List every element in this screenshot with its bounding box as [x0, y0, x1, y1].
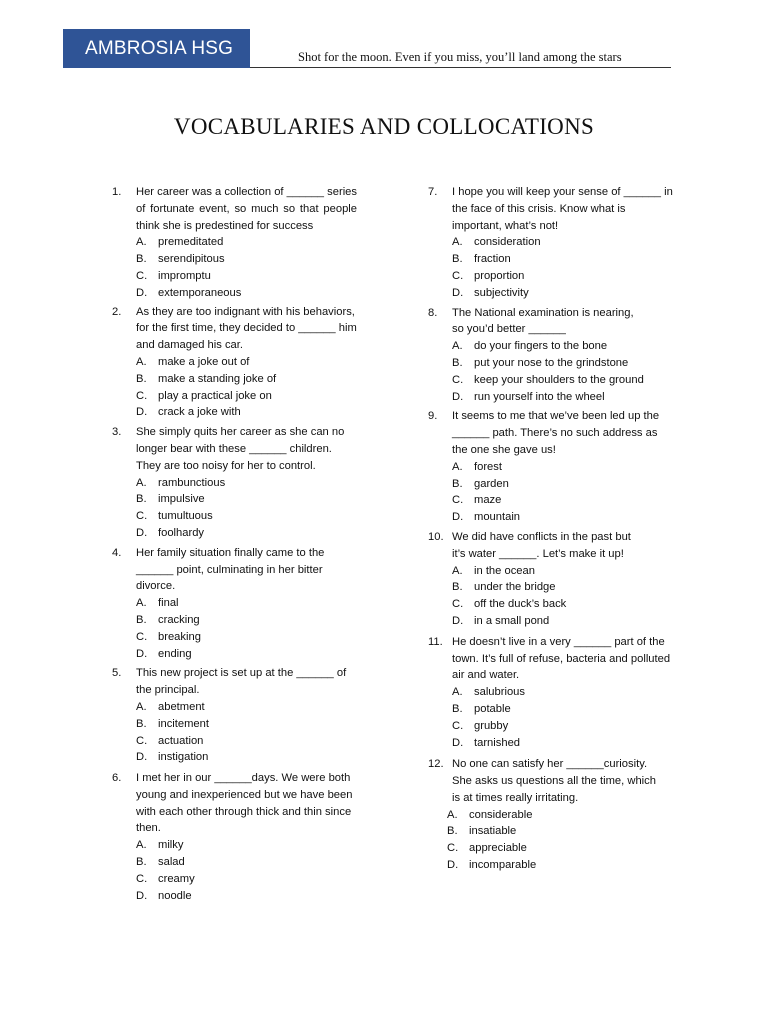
option-text: make a joke out of [158, 355, 250, 368]
option-a [447, 807, 656, 824]
option-a [452, 684, 676, 701]
option-letter: A. [452, 236, 463, 249]
option-a [452, 459, 676, 476]
option-text: tumultuous [158, 510, 213, 523]
option-letter: A. [452, 340, 463, 353]
option-text: foolhardy [158, 526, 205, 539]
question-number: 6. [112, 772, 122, 785]
option-b [136, 854, 357, 871]
option-c [136, 388, 357, 405]
option-text: actuation [158, 734, 204, 747]
option-letter: B. [136, 717, 147, 730]
option-letter: A. [136, 355, 147, 368]
option-letter: A. [136, 236, 147, 249]
option-c [136, 871, 357, 888]
option-text: salubrious [474, 686, 525, 699]
option-b [452, 355, 676, 372]
option-text: off the duck’s back [474, 598, 567, 611]
option-letter: B. [452, 702, 463, 715]
option-letter: A. [136, 839, 147, 852]
brand-banner: AMBROSIA HSG [63, 29, 250, 68]
question-9 [428, 408, 676, 526]
question-number: 2. [112, 305, 122, 318]
option-list [136, 354, 357, 421]
option-d [452, 735, 676, 752]
option-text: crack a joke with [158, 406, 241, 419]
option-list [447, 807, 656, 874]
option-text: creamy [158, 872, 195, 885]
question-7 [428, 184, 676, 302]
option-letter: B. [452, 477, 463, 490]
option-text: appreciable [469, 842, 527, 855]
option-letter: C. [136, 630, 148, 643]
option-letter: D. [136, 889, 148, 902]
option-list [452, 563, 646, 630]
question-8 [428, 305, 676, 406]
option-text: in the ocean [474, 564, 535, 577]
option-b [452, 579, 646, 596]
question-5 [112, 665, 357, 766]
option-text: tarnished [474, 736, 521, 749]
option-b [447, 823, 656, 840]
question-3 [112, 424, 357, 542]
option-b [452, 251, 676, 268]
option-b [136, 251, 357, 268]
option-a [136, 595, 357, 612]
option-d [136, 404, 357, 421]
question-12 [428, 756, 676, 874]
option-text: put your nose to the grindstone [474, 356, 629, 369]
option-d [136, 525, 357, 542]
option-letter: C. [136, 872, 148, 885]
option-c [136, 733, 357, 750]
option-list [452, 684, 676, 751]
option-a [136, 475, 357, 492]
option-text: incitement [158, 717, 209, 730]
option-list [136, 699, 357, 766]
option-d [452, 613, 646, 630]
option-c [452, 718, 676, 735]
option-text: salad [158, 856, 185, 869]
option-letter: B. [136, 856, 147, 869]
option-d [452, 285, 676, 302]
option-letter: D. [136, 526, 148, 539]
option-letter: D. [136, 286, 148, 299]
option-list [452, 459, 676, 526]
option-text: in a small pond [474, 614, 550, 627]
option-letter: D. [452, 736, 464, 749]
option-text: maze [474, 494, 502, 507]
question-text: He doesn’t live in a very ______ part of the town. It’s full of refuse, bacteria and polluted air and water. [452, 635, 671, 682]
right-column [428, 184, 676, 874]
option-text: keep your shoulders to the ground [474, 373, 644, 386]
question-number: 4. [112, 546, 122, 559]
option-b [136, 491, 357, 508]
option-letter: D. [136, 751, 148, 764]
option-text: play a practical joke on [158, 389, 272, 402]
option-d [136, 285, 357, 302]
option-list [136, 837, 357, 904]
option-text: considerable [469, 808, 533, 821]
option-text: ending [158, 647, 192, 660]
question-text: As they are too indignant with his behaviors, for the first time, they decided to ______ him and damaged his car. [136, 305, 357, 352]
option-text: cracking [158, 613, 200, 626]
option-letter: A. [452, 564, 463, 577]
option-letter: B. [452, 253, 463, 266]
option-text: serendipitous [158, 253, 225, 266]
option-text: do your fingers to the bone [474, 340, 608, 353]
option-b [136, 371, 357, 388]
option-text: grubby [474, 719, 509, 732]
option-text: extemporaneous [158, 286, 242, 299]
question-text: The National examination is nearing, so you’d better ______ [452, 306, 634, 336]
option-letter: C. [452, 494, 464, 507]
option-text: instigation [158, 751, 209, 764]
option-letter: C. [447, 842, 459, 855]
option-text: final [158, 597, 179, 610]
option-letter: A. [136, 700, 147, 713]
option-letter: C. [452, 373, 464, 386]
option-letter: D. [136, 406, 148, 419]
option-letter: B. [136, 493, 147, 506]
option-a [136, 837, 357, 854]
option-d [452, 389, 676, 406]
option-letter: D. [452, 511, 464, 524]
option-c [452, 596, 646, 613]
option-a [136, 354, 357, 371]
option-d [136, 888, 357, 905]
option-letter: D. [136, 647, 148, 660]
option-c [136, 629, 357, 646]
question-text: She simply quits her career as she can no longer bear with these ______ children. They are too noisy for her to control. [136, 426, 345, 472]
option-text: breaking [158, 630, 201, 643]
option-letter: D. [447, 859, 459, 872]
option-c [452, 372, 676, 389]
question-text: I hope you will keep your sense of ______ in the face of this crisis. Know what is important, what’s not! [452, 186, 673, 232]
option-letter: A. [136, 476, 147, 489]
question-number: 3. [112, 426, 122, 439]
question-number: 10. [428, 530, 444, 543]
option-letter: B. [452, 581, 463, 594]
option-text: consideration [474, 236, 541, 249]
option-b [452, 701, 676, 718]
option-b [452, 476, 676, 493]
question-6 [112, 770, 357, 904]
option-text: make a standing joke of [158, 372, 277, 385]
option-text: garden [474, 477, 509, 490]
option-d [136, 749, 357, 766]
question-text: Her career was a collection of ______ series of fortunate event, so much so that people think she is predestined for success [136, 186, 357, 232]
option-d [452, 509, 676, 526]
option-text: noodle [158, 889, 192, 902]
question-2 [112, 304, 357, 422]
question-11 [428, 634, 676, 752]
option-letter: B. [136, 253, 147, 266]
option-a [452, 234, 676, 251]
option-list [136, 234, 357, 301]
option-text: fraction [474, 253, 511, 266]
option-letter: C. [136, 510, 148, 523]
question-number: 5. [112, 667, 122, 680]
option-letter: D. [452, 390, 464, 403]
option-letter: C. [136, 389, 148, 402]
option-text: rambunctious [158, 476, 226, 489]
option-letter: C. [136, 734, 148, 747]
option-list [452, 338, 676, 405]
option-list [452, 234, 676, 301]
option-text: run yourself into the wheel [474, 390, 605, 403]
question-number: 12. [428, 758, 444, 771]
option-text: impromptu [158, 269, 211, 282]
option-b [136, 716, 357, 733]
question-number: 8. [428, 306, 438, 319]
option-letter: A. [447, 808, 458, 821]
question-10 [428, 529, 676, 630]
header-motto: Shot for the moon. Even if you miss, you’ll land among the stars [298, 50, 622, 64]
option-c [136, 268, 357, 285]
option-text: forest [474, 460, 502, 473]
option-letter: C. [452, 719, 464, 732]
question-text: It seems to me that we’ve been led up the ______ path. There’s no such address as the one she gave us! [452, 410, 660, 456]
option-text: premeditated [158, 236, 224, 249]
option-text: proportion [474, 269, 525, 282]
option-a [136, 699, 357, 716]
option-text: milky [158, 839, 184, 852]
question-1 [112, 184, 357, 302]
left-column [112, 184, 357, 904]
question-number: 7. [428, 186, 438, 198]
option-text: abetment [158, 700, 205, 713]
option-letter: B. [447, 825, 458, 838]
option-text: mountain [474, 511, 521, 524]
option-letter: D. [452, 614, 464, 627]
option-b [136, 612, 357, 629]
option-letter: D. [452, 286, 464, 299]
option-list [136, 595, 357, 662]
header-divider [250, 67, 671, 68]
option-text: incomparable [469, 859, 537, 872]
question-text: Her family situation finally came to the ______ point, culminating in her bitter divorce. [136, 546, 325, 593]
question-number: 9. [428, 410, 438, 423]
page-title: VOCABULARIES AND COLLOCATIONS [173, 114, 595, 139]
question-text: This new project is set up at the ______ of the principal. [136, 667, 347, 697]
option-letter: A. [452, 460, 463, 473]
option-text: insatiable [469, 825, 517, 838]
question-number: 1. [112, 186, 122, 198]
option-letter: B. [452, 356, 463, 369]
question-number: 11. [428, 635, 443, 648]
option-text: impulsive [158, 493, 205, 506]
option-letter: A. [452, 686, 463, 699]
question-text: No one can satisfy her ______curiosity. She asks us questions all the time, which is at times really irritating. [452, 758, 656, 804]
question-text: I met her in our ______days. We were both young and inexperienced but we have been with each other through thick and thin since then. [136, 772, 353, 835]
option-d [136, 646, 357, 663]
option-a [452, 563, 646, 580]
option-letter: B. [136, 372, 147, 385]
option-a [136, 234, 357, 251]
option-a [452, 338, 676, 355]
option-text: potable [474, 702, 511, 715]
option-text: subjectivity [474, 286, 529, 299]
option-text: under the bridge [474, 581, 556, 594]
option-c [452, 492, 676, 509]
option-letter: C. [452, 269, 464, 282]
question-4 [112, 545, 357, 663]
option-letter: A. [136, 597, 147, 610]
option-c [452, 268, 676, 285]
option-letter: B. [136, 613, 147, 626]
question-text: We did have conflicts in the past but it’s water ______. Let’s make it up! [452, 530, 631, 560]
option-letter: C. [452, 598, 464, 611]
option-c [136, 508, 357, 525]
option-list [136, 475, 357, 542]
option-c [447, 840, 656, 857]
option-d [447, 857, 656, 874]
option-letter: C. [136, 269, 148, 282]
